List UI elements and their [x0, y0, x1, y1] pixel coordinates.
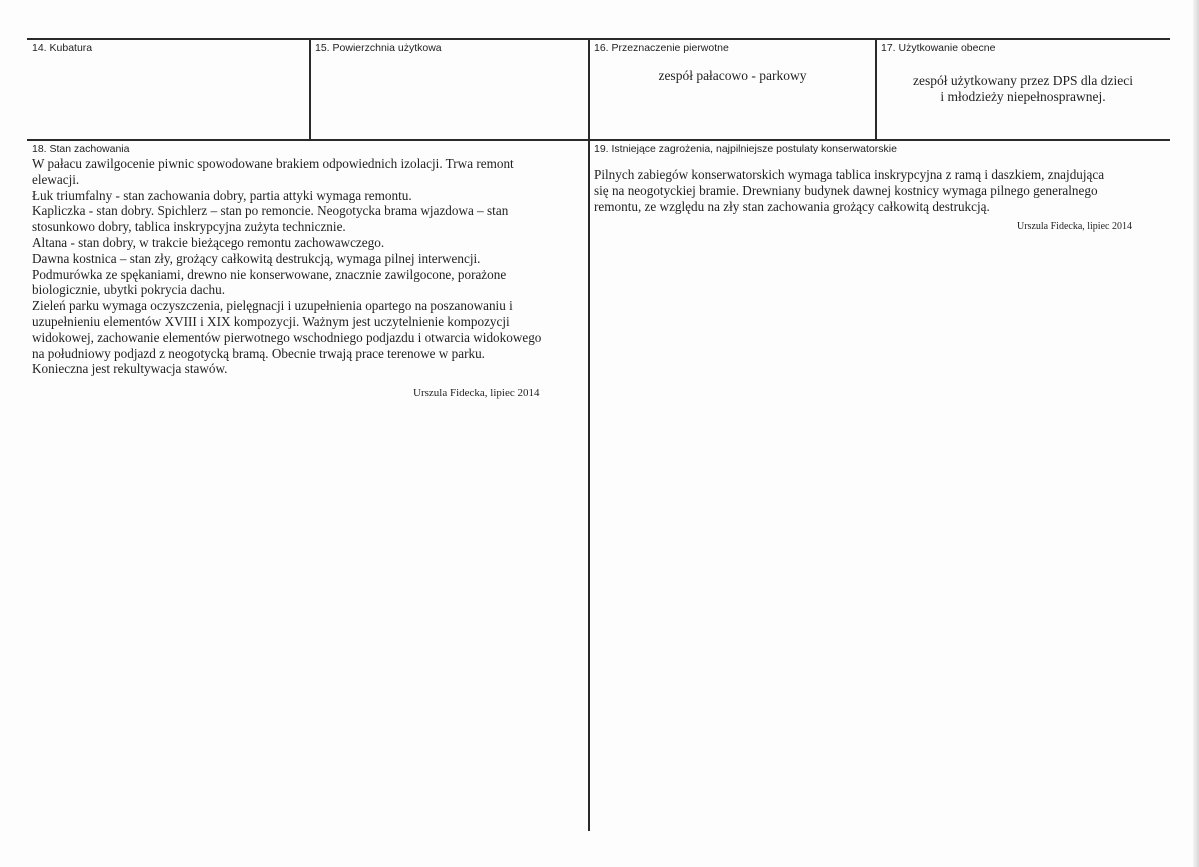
field-18-line: widokowej, zachowanie elementów pierwotnego wschodniego podjazdu i otwarcia widokowego — [32, 329, 542, 345]
field-18-line: Zieleń parku wymaga oczyszczenia, pielęgnacji i uzupełnienia opartego na poszanowaniu i — [32, 298, 513, 314]
field-16-label: 16. Przeznaczenie pierwotne — [594, 42, 729, 54]
field-18-line: Kapliczka - stan dobry. Spichlerz – stan po remoncie. Neogotycka brama wjazdowa – stan — [32, 203, 509, 219]
field-18-line: biologicznie, ubytki pokrycia dachu. — [32, 282, 225, 298]
field-19-signature: Urszula Fidecka, lipiec 2014 — [1017, 221, 1132, 232]
field-16-value: zespół pałacowo - parkowy — [658, 68, 807, 83]
field-19-line: się na neogotyckiej bramie. Drewniany budynek dawnej kostnicy wymaga pilnego generalnego — [594, 182, 1098, 198]
field-18-line: uzupełnieniu elementów XVIII i XIX kompozycji. Ważnym jest uczytelnienie kompozycji — [32, 313, 510, 329]
field-18-line: Konieczna jest rekultywacja stawów. — [32, 361, 228, 377]
divider-15-16 — [588, 38, 590, 831]
field-18-text — [32, 156, 584, 377]
field-19-line: Pilnych zabiegów konserwatorskich wymaga tablica inskrypcyjna z ramą i daszkiem, znajdująca — [594, 167, 1105, 182]
field-17-label: 17. Użytkowanie obecne — [881, 42, 996, 54]
field-18-line: Podmurówka ze spękaniami, drewno nie konserwowane, znacznie zawilgocone, porażone — [32, 266, 507, 282]
field-17-value — [878, 73, 1168, 105]
divider-14-15 — [309, 38, 311, 140]
field-19-text — [594, 167, 1166, 214]
field-18-line: Altana - stan dobry, w trakcie bieżącego remontu zachowawczego. — [32, 234, 385, 250]
field-18-line: stosunkowo dobry, tablica inskrypcyjna zużyta technicznie. — [32, 219, 346, 235]
field-19-label: 19. Istniejące zagrożenia, najpilniejsze postulaty konserwatorskie — [594, 143, 897, 155]
field-17-line: zespół użytkowany przez DPS dla dzieci — [912, 73, 1134, 88]
top-rule — [27, 38, 1170, 40]
field-17-line: i młodzieży niepełnosprawnej. — [940, 89, 1106, 104]
scan-edge-shadow — [1193, 0, 1199, 867]
field-18-line: elewacji. — [32, 171, 80, 187]
field-18-line: W pałacu zawilgocenie piwnic spowodowane brakiem odpowiednich izolacji. Trwa remont — [32, 156, 514, 171]
field-19-line: remontu, ze względu na zły stan zachowania grożący całkowitą destrukcją. — [594, 198, 990, 214]
field-18-line: na południowy podjazd z neogotycką bramą. Obecnie trwają prace terenowe w parku. — [32, 345, 485, 361]
field-18-signature: Urszula Fidecka, lipiec 2014 — [413, 387, 540, 399]
field-15-label: 15. Powierzchnia użytkowa — [315, 42, 442, 54]
divider-16-17 — [875, 38, 877, 140]
field-18-line: Dawna kostnica – stan zły, grożący całkowitą destrukcją, wymaga pilnej interwencji. — [32, 250, 481, 266]
middle-rule — [27, 139, 1170, 141]
field-18-line: Łuk triumfalny - stan zachowania dobry, partia attyki wymaga remontu. — [32, 187, 412, 203]
field-14-label: 14. Kubatura — [32, 42, 93, 54]
field-18-label: 18. Stan zachowania — [32, 143, 130, 155]
